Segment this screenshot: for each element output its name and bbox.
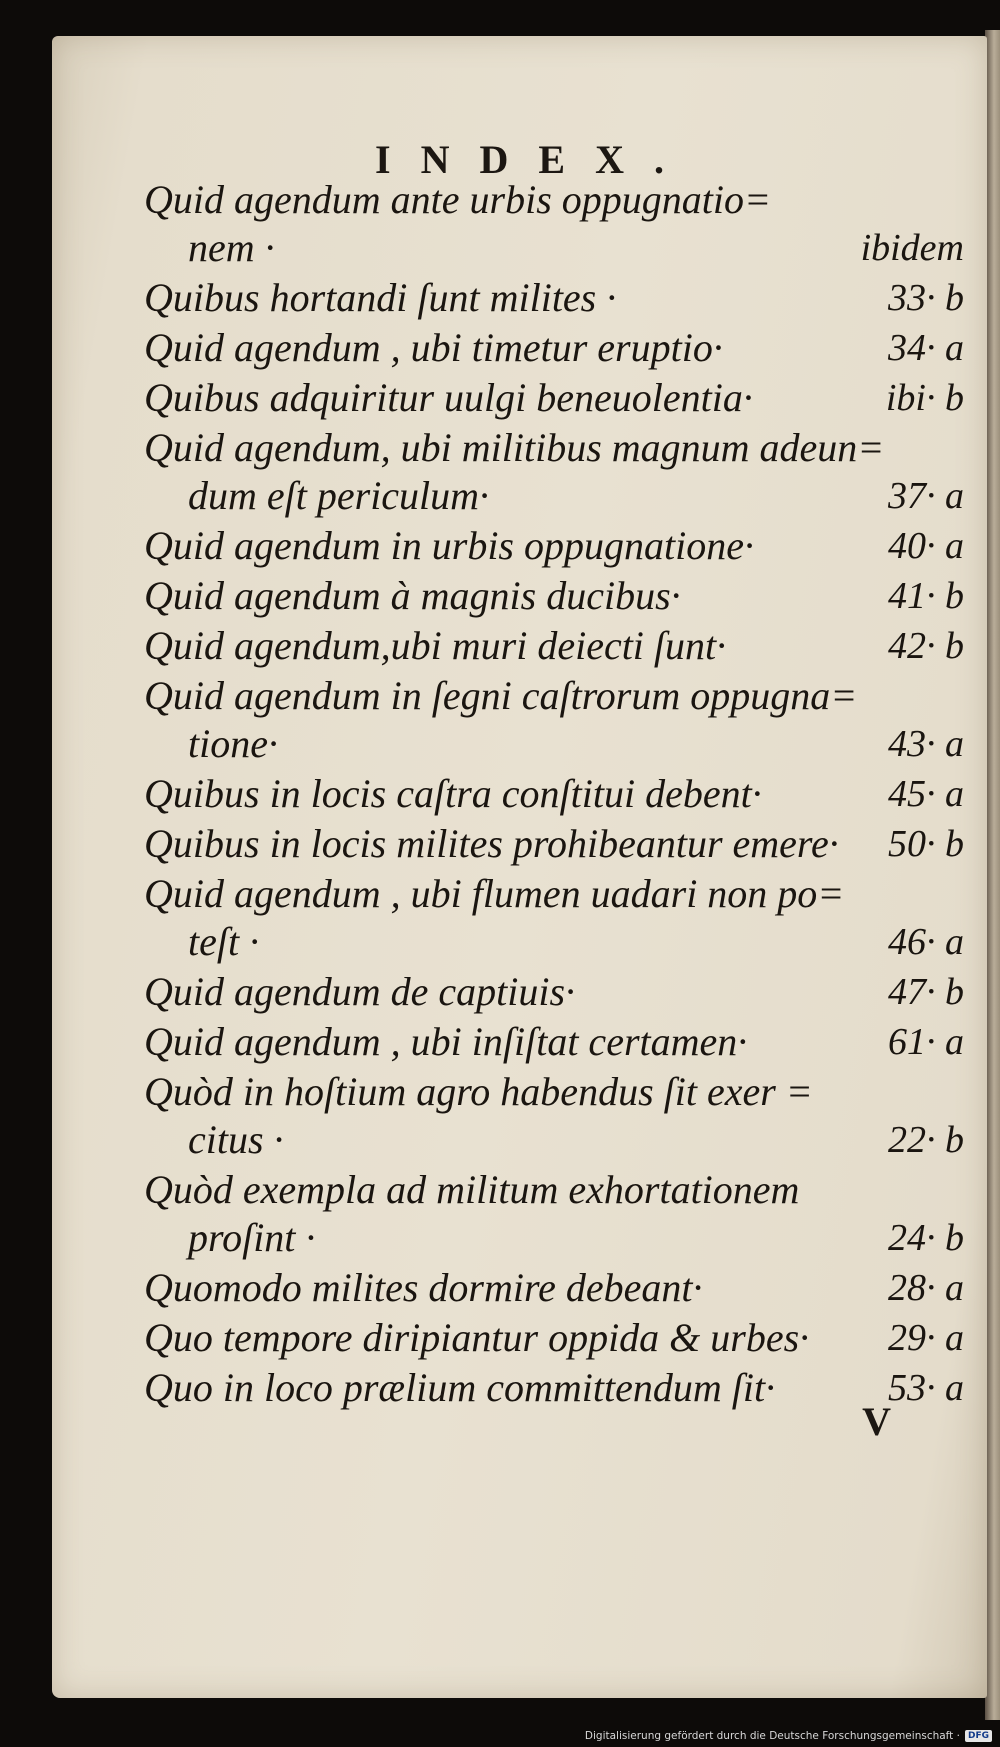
entry-text-continued: proſint ·: [188, 1215, 316, 1260]
entry-text-continued: nem ·: [188, 225, 275, 270]
next-page-edge: [985, 30, 1000, 1720]
index-entry: [144, 820, 964, 868]
index-entry: [144, 1364, 964, 1412]
index-entry: [144, 770, 964, 818]
entry-text: Quid agendum,ubi muri deiecti ſunt·: [144, 623, 727, 668]
index-entry: [144, 274, 964, 322]
dfg-logo: DFG: [965, 1730, 992, 1742]
entry-text: Quibus in locis milites prohibeantur emere·: [144, 821, 839, 866]
entry-text: Quid agendum ante urbis oppugnatio=: [144, 177, 771, 222]
catchword: V: [862, 1399, 891, 1444]
index-entry: [144, 522, 964, 570]
page-reference: 61· a: [888, 1021, 964, 1063]
entry-text: Quid agendum , ubi flumen uadari non po=: [144, 871, 845, 916]
index-entry: [144, 622, 964, 670]
entry-text: Quòd exempla ad militum exhortationem: [144, 1167, 800, 1212]
index-entry: [144, 176, 964, 272]
entry-text: Quid agendum, ubi militibus magnum adeun=: [144, 425, 885, 470]
page-reference: 50· b: [888, 823, 964, 865]
entry-text: Quid agendum , ubi inſiſtat certamen·: [144, 1019, 748, 1064]
index-entry: [144, 1314, 964, 1362]
entry-text-continued: teſt ·: [188, 919, 260, 964]
entry-text-continued: citus ·: [188, 1117, 284, 1162]
page-reference: 24· b: [888, 1217, 964, 1259]
page-header: INDEX.: [375, 137, 694, 182]
entry-text: Quo in loco prælium committendum ſit·: [144, 1365, 776, 1410]
entry-text: Quibus adquiritur uulgi beneuolentia·: [144, 375, 753, 420]
index-entry: [144, 424, 964, 520]
entry-text-continued: dum eſt periculum·: [188, 473, 490, 518]
entry-text: Quid agendum in ſegni caſtrorum oppugna=: [144, 673, 858, 718]
entry-text: Quid agendum de captiuis·: [144, 969, 576, 1014]
page-reference: 40· a: [888, 525, 964, 567]
page-reference: 43· a: [888, 723, 964, 765]
book-page: [52, 36, 987, 1698]
index-entry: [144, 1018, 964, 1066]
index-entry: [144, 1068, 964, 1164]
index-entry: [144, 1166, 964, 1262]
page-reference: 33· b: [888, 277, 964, 319]
entry-text: Quibus hortandi ſunt milites ·: [144, 275, 617, 320]
entry-text: Quibus in locis caſtra conſtitui debent·: [144, 771, 762, 816]
page-reference: 47· b: [888, 971, 964, 1013]
entry-text: Quid agendum , ubi timetur eruptio·: [144, 325, 723, 370]
page-reference: 42· b: [888, 625, 964, 667]
entry-text: Quo tempore diripiantur oppida & urbes·: [144, 1315, 810, 1360]
page-reference: 37· a: [888, 475, 964, 517]
index-entry: [144, 324, 964, 372]
index-entry: [144, 672, 964, 768]
entry-text: Quomodo milites dormire debeant·: [144, 1265, 703, 1310]
page-reference: 28· a: [888, 1267, 964, 1309]
entry-text: Quid agendum à magnis ducibus·: [144, 573, 681, 618]
entry-text: Quid agendum in urbis oppugnatione·: [144, 523, 754, 568]
page-reference: 46· a: [888, 921, 964, 963]
footer-bar: [0, 1725, 1000, 1747]
page-reference: 41· b: [888, 575, 964, 617]
entry-text-continued: tione·: [188, 721, 278, 766]
index-entry: [144, 870, 964, 966]
page-reference: 34· a: [888, 327, 964, 369]
page-reference: 22· b: [888, 1119, 964, 1161]
page-reference: 29· a: [888, 1317, 964, 1359]
footer-credit: Digitalisierung gefördert durch die Deutsche Forschungsgemeinschaft ·: [584, 1730, 960, 1742]
index-entry: [144, 572, 964, 620]
index-entry: [144, 1264, 964, 1312]
index-entry: [144, 374, 964, 422]
page-reference: 53· a: [888, 1367, 964, 1409]
page-reference: 45· a: [888, 773, 964, 815]
page-reference: ibidem: [860, 227, 964, 269]
page-reference: ibi· b: [885, 377, 964, 419]
entry-text: Quòd in hoſtium agro habendus ſit exer =: [144, 1069, 813, 1114]
index-entry: [144, 968, 964, 1016]
